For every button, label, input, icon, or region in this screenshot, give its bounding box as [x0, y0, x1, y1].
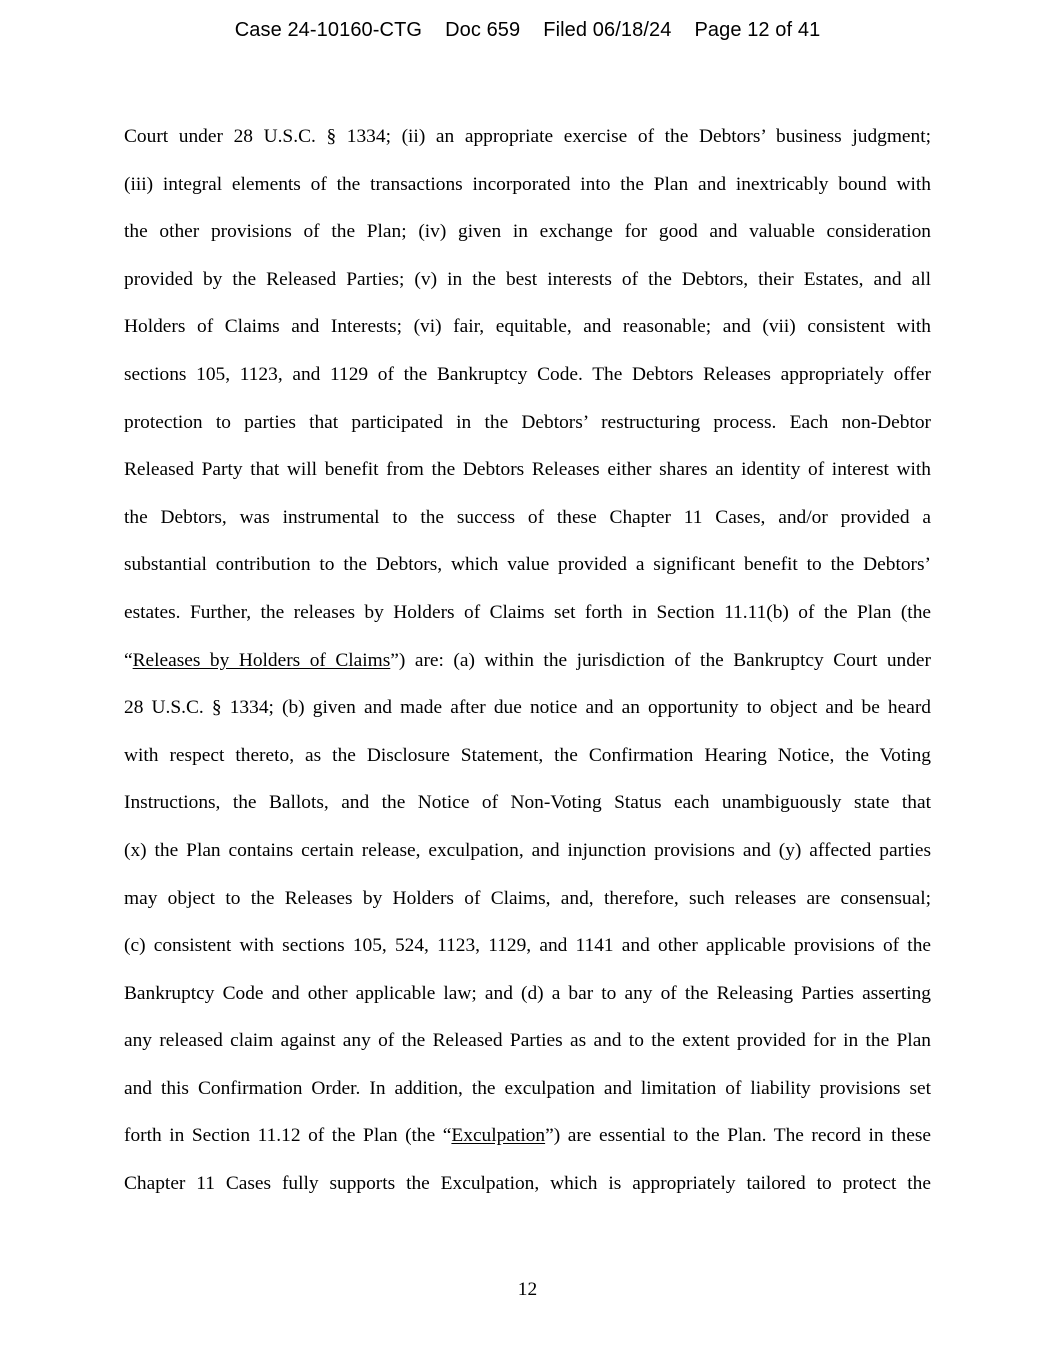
page-indicator: Page 12 of 41	[694, 19, 821, 41]
body-line: (c) consistent with sections 105, 524, 1123, 1129, and 1141 and other applicable provisions of the	[124, 935, 931, 957]
page-number: 12	[517, 1279, 538, 1300]
body-line: estates. Further, the releases by Holders of Claims set forth in Section 11.11(b) of the Plan (the	[124, 601, 931, 623]
body-line: Holders of Claims and Interests; (vi) fair, equitable, and reasonable; and (vii) consistent with	[124, 316, 931, 338]
exculpation-line-rest: ”) are essential to the Plan. The record in these	[545, 1125, 931, 1147]
defined-term-exculpation: Exculpation	[451, 1125, 546, 1147]
body-line: (x) the Plan contains certain release, exculpation, and injunction provisions and (y) affected parties	[124, 839, 931, 861]
body-line-exculpation-definition	[124, 1112, 931, 1160]
body-line: substantial contribution to the Debtors, which value provided a significant benefit to the Debtors’	[124, 554, 931, 576]
body-line: 28 U.S.C. § 1334; (b) given and made after due notice and an opportunity to object and be heard	[124, 697, 931, 719]
body-line: (iii) integral elements of the transactions incorporated into the Plan and inextricably bound with	[124, 173, 931, 195]
body-line: the other provisions of the Plan; (iv) given in exchange for good and valuable consideration	[124, 221, 931, 243]
doc-number: Doc 659	[445, 19, 521, 41]
exculpation-line-start: forth in Section 11.12 of the Plan (the “	[124, 1125, 452, 1147]
body-line: Bankruptcy Code and other applicable law; and (d) a bar to any of the Releasing Parties asserting	[124, 982, 931, 1004]
body-line: Court under 28 U.S.C. § 1334; (ii) an appropriate exercise of the Debtors’ business judgment;	[124, 126, 931, 147]
document-body	[124, 113, 931, 1208]
case-header	[0, 19, 1055, 42]
case-number: Case 24-10160-CTG	[234, 19, 423, 41]
body-line-releases-definition	[124, 637, 931, 685]
body-line: Instructions, the Ballots, and the Notice of Non-Voting Status each unambiguously state that	[124, 792, 931, 814]
body-line: Chapter 11 Cases fully supports the Exculpation, which is appropriately tailored to protect the	[124, 1173, 931, 1195]
releases-line-rest: ”) are: (a) within the jurisdiction of the Bankruptcy Court under	[390, 649, 931, 671]
filed-date: Filed 06/18/24	[543, 19, 672, 41]
body-line: sections 105, 1123, and 1129 of the Bankruptcy Code. The Debtors Releases appropriately offer	[124, 363, 931, 385]
body-line: the Debtors, was instrumental to the success of these Chapter 11 Cases, and/or provided a	[124, 506, 931, 528]
defined-term-releases: Releases by Holders of Claims	[132, 649, 391, 671]
body-line: and this Confirmation Order. In addition, the exculpation and limitation of liability provisions set	[124, 1077, 931, 1099]
body-line: protection to parties that participated in the Debtors’ restructuring process. Each non-Debtor	[124, 411, 931, 433]
body-line: provided by the Released Parties; (v) in the best interests of the Debtors, their Estates, and all	[124, 268, 931, 290]
body-line: may object to the Releases by Holders of Claims, and, therefore, such releases are consensual;	[124, 887, 931, 909]
body-line: Released Party that will benefit from the Debtors Releases either shares an identity of interest with	[124, 459, 931, 481]
body-line: any released claim against any of the Released Parties as and to the extent provided for in the Plan	[124, 1030, 931, 1052]
open-quote: “	[124, 649, 133, 671]
body-line: with respect thereto, as the Disclosure Statement, the Confirmation Hearing Notice, the Voting	[124, 744, 931, 766]
